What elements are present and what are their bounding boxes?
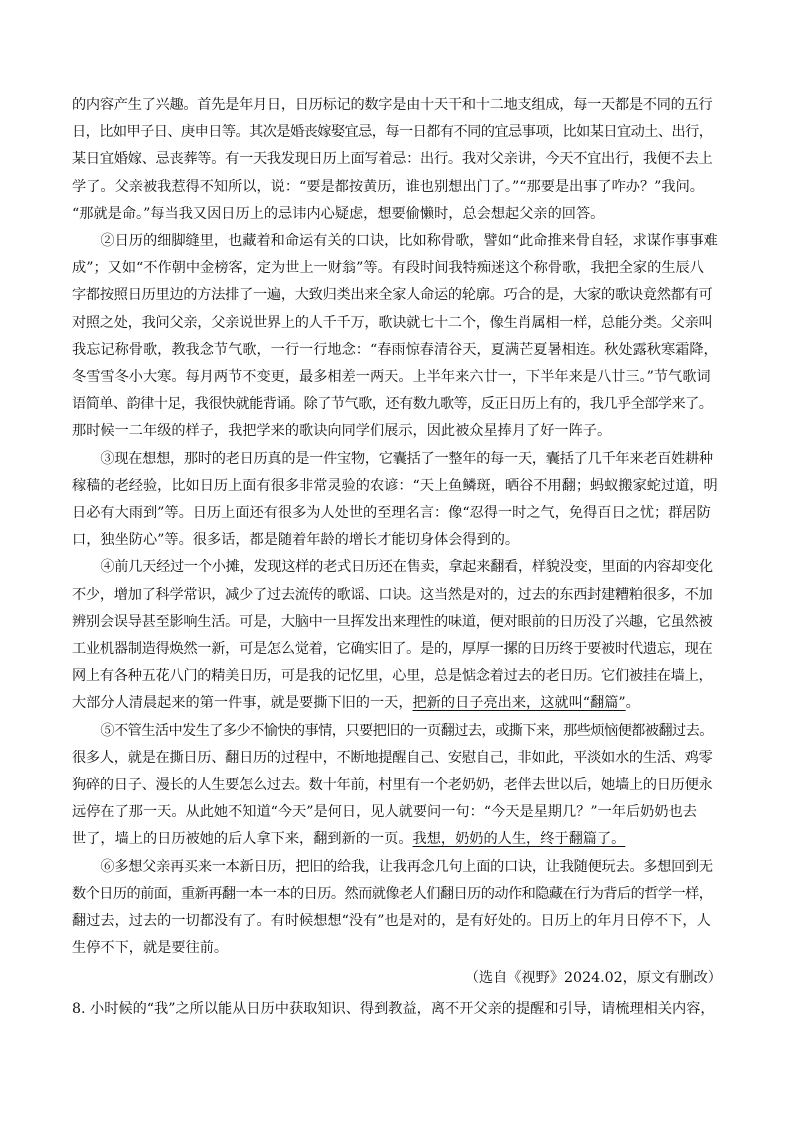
underlined-sentence: 把新的日子亮出来，这就叫“翻篇”: [412, 695, 626, 712]
article-page: [72, 92, 722, 1023]
text-line: 辨别会误导甚至影响生活。可是，大脑中一旦挥发出来理性的味道，便对眼前的日历没了兴趣，它虽然被: [72, 613, 713, 630]
paragraph-6: [72, 854, 722, 963]
text-line: 成”；又如“不作朝中金榜客，定为世上一财翁”等。有段时间我特痴迷这个称骨歌，我把全家的生辰八: [72, 260, 704, 277]
text-line: 冬雪雪冬小大寒。每月两节不变更，最多相差一两天。上半年来六廿一，下半年来是八廿三。”节气歌词: [72, 369, 711, 386]
text-segment: 。: [625, 695, 640, 712]
text-line: 很多人，就是在撕日历、翻日历的过程中，不断地提醒自己、安慰自己，非如此，平淡如水的生活、鸡零: [72, 749, 713, 766]
paragraph-5: [72, 718, 722, 854]
text-line: 远停在了那一天。从此她不知道“今天”是何日，见人就要问一句：“今天是星期几？”一年后奶奶也去: [72, 804, 697, 821]
paragraph-2: [72, 228, 722, 446]
text-line: 语简单、韵律十足，我很快就能背诵。除了节气歌，还有数九歌等，反正日历上有的，我几乎全部学来了。: [72, 396, 713, 413]
text-segment: 大部分人清晨起来的第一件事，就是要撕下旧的一天，: [72, 695, 413, 712]
text-line: 对照之处，我问父亲，父亲说世界上的人千千万，歌诀就七十二个，像生肖属相一样，总能分类。父亲叫: [72, 314, 713, 331]
text-line: “那就是命。”每当我又因日历上的忌讳内心疑虑，想要偷懒时，总会想起父亲的回答。: [72, 205, 605, 222]
text-line: 数个日历的前面，重新再翻一本一本的日历。然而就像老人们翻日历的动作和隐藏在行为背后的哲学一样，: [72, 885, 713, 902]
text-line: 生停不下，就是要往前。: [72, 940, 229, 957]
text-segment: 世了，墙上的日历被她的后人拿下来，翻到新的一页。: [72, 831, 413, 848]
text-line: 工业机器制造得焕然一新，可是怎么觉着，它确实旧了。是的，厚厚一摞的日历终于要被时代遗忘，现在: [72, 641, 713, 658]
text-line: ⑥多想父亲再买来一本新日历，把旧的给我，让我再念几句上面的口诀，让我随便玩去。多想回到无: [100, 858, 713, 875]
text-line: 狗碎的日子、漫长的人生要怎么过去。数十年前，村里有一个老奶奶，老伴去世以后，她墙上的日历便永: [72, 777, 713, 794]
text-line: ③现在想想，那时的老日历真的是一件宝物，它囊括了一整年的每一天，囊括了几千年来老百姓耕种: [100, 450, 713, 467]
text-line: 我忘记称骨歌，教我念节气歌，一行一行地念：“春雨惊春清谷天，夏满芒夏暑相连。秋处露秋寒霜降，: [72, 341, 718, 358]
text-line: 翻过去，过去的一切都没有了。有时候想想“没有”也是对的，是有好处的。日历上的年月日停不下，人: [72, 913, 711, 930]
text-line: ②日历的细脚缝里，也藏着和命运有关的口诀，比如称骨歌，譬如“此命推来骨自轻，求谋作事事难: [100, 233, 718, 250]
question-text: 8. 小时候的“我”之所以能从日历中获取知识、得到教益，离不开父亲的提醒和引导，请梳理相关内容，: [72, 1000, 715, 1017]
text-line: 那时候一二年级的样子，我把学来的歌诀向同学们展示，因此被众星捧月了好一阵子。: [72, 423, 612, 440]
text-line: 网上有各种五花八门的精美日历，可是我的记忆里，心里，总是惦念着过去的老日历。它们被挂在墙上，: [72, 668, 713, 685]
source-citation: （选自《视野》2024.02，原文有删改）: [464, 969, 722, 986]
paragraph-intro: [72, 92, 722, 228]
text-line: [72, 826, 722, 853]
paragraph-3: [72, 446, 722, 555]
text-line: ⑤不管生活中发生了多少不愉快的事情，只要把旧的一页翻过去，或撕下来，那些烦恼便都被翻过去。: [100, 722, 713, 739]
underlined-sentence: 我想，奶奶的人生，终于翻篇了。: [412, 831, 626, 848]
text-line: 不少，增加了科学常识，减少了过去流传的歌谣、口诀。这当然是对的，过去的东西封建糟粕很多，不加: [72, 586, 713, 603]
paragraph-4: [72, 554, 722, 717]
text-line: ④前几天经过一个小摊，发现这样的老式日历还在售卖，拿起来翻看，样貌没变，里面的内容却变化: [100, 559, 713, 576]
text-line: 某日宜婚嫁、忌丧葬等。有一天我发现日历上面写着忌：出行。我对父亲讲，今天不宜出行，我便不去上: [72, 151, 713, 168]
text-line: 的内容产生了兴趣。首先是年月日，日历标记的数字是由十天干和十二地支组成，每一天都是不同的五行: [72, 97, 713, 113]
text-line: 字都按照日历里边的方法排了一遍，大致归类出来全家人命运的轮廓。巧合的是，大家的歌诀竟然都有可: [72, 287, 713, 304]
text-line: 稼穑的老经验，比如日历上面有很多非常灵验的农谚：“天上鱼鳞斑，晒谷不用翻；蚂蚁搬家蛇过道，明: [72, 477, 718, 494]
text-line: 口，独坐防心”等。很多话，都是随着年龄的增长才能切身体会得到的。: [72, 532, 520, 549]
text-line: 日必有大雨到”等。日历上面还有很多为人处世的至理名言：像“忍得一时之气，免得百日之忧；群居防: [72, 505, 711, 522]
text-line: [72, 690, 722, 717]
text-line: 日，比如甲子日、庚申日等。其次是婚丧嫁娶宜忌，每一日都有不同的宜忌事项，比如某日宜动土、出行，: [72, 124, 713, 141]
text-line: 学了。父亲被我惹得不知所以，说：“要是都按黄历，谁也别想出门了。”“那要是出事了咋办？”我问。: [72, 178, 704, 195]
